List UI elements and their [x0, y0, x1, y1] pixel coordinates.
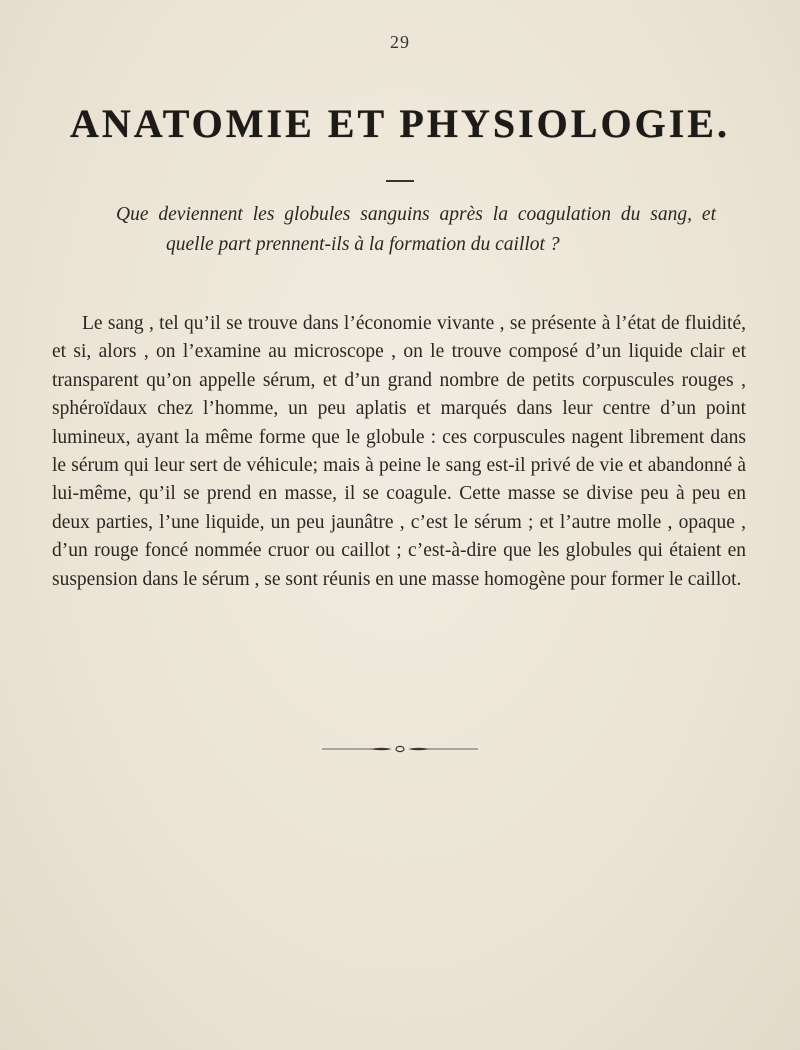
body-paragraph: Le sang , tel qu’il se trouve dans l’économie vivante , se présente à l’état de fluidité, et si, alors , on l’examine au microscope , on le trouve composé d’un liquide clair et transparent qu’on appelle sérum, et d’un grand nombre de petits corpuscules rouges , sphéroïdaux chez l’homme, un peu aplatis et marqués dans leur centre d’un point lumineux, ayant la même forme que le globule : ces corpuscules nagent librement dans le sérum qui leur sert de véhicule; mais à peine le sang est-il privé de vie et abandonné à lui-même, qu’il se prend en masse, il se coagule. Cette masse se divise peu à peu en deux parties, l’une liquide, un peu jaunâtre , c’est le sérum ; et l’autre molle , opaque , d’un rouge foncé nommée cruor ou caillot ; c’est-à-dire que les globules qui étaient en suspension dans le sérum , se sont réunis en une masse homogène pour former le caillot.	[52, 313, 746, 590]
question-line-1: Que deviennent les globules sanguins après la coagulation du sang, et	[116, 204, 716, 225]
fleuron-ornament-icon	[320, 745, 480, 753]
question-line-2: quelle part prennent-ils à la formation du caillot ?	[166, 234, 560, 255]
short-rule-divider	[386, 180, 414, 182]
section-question	[116, 200, 716, 260]
page-number: 29	[390, 32, 410, 52]
section-heading: ANATOMIE ET PHYSIOLOGIE.	[70, 101, 730, 146]
